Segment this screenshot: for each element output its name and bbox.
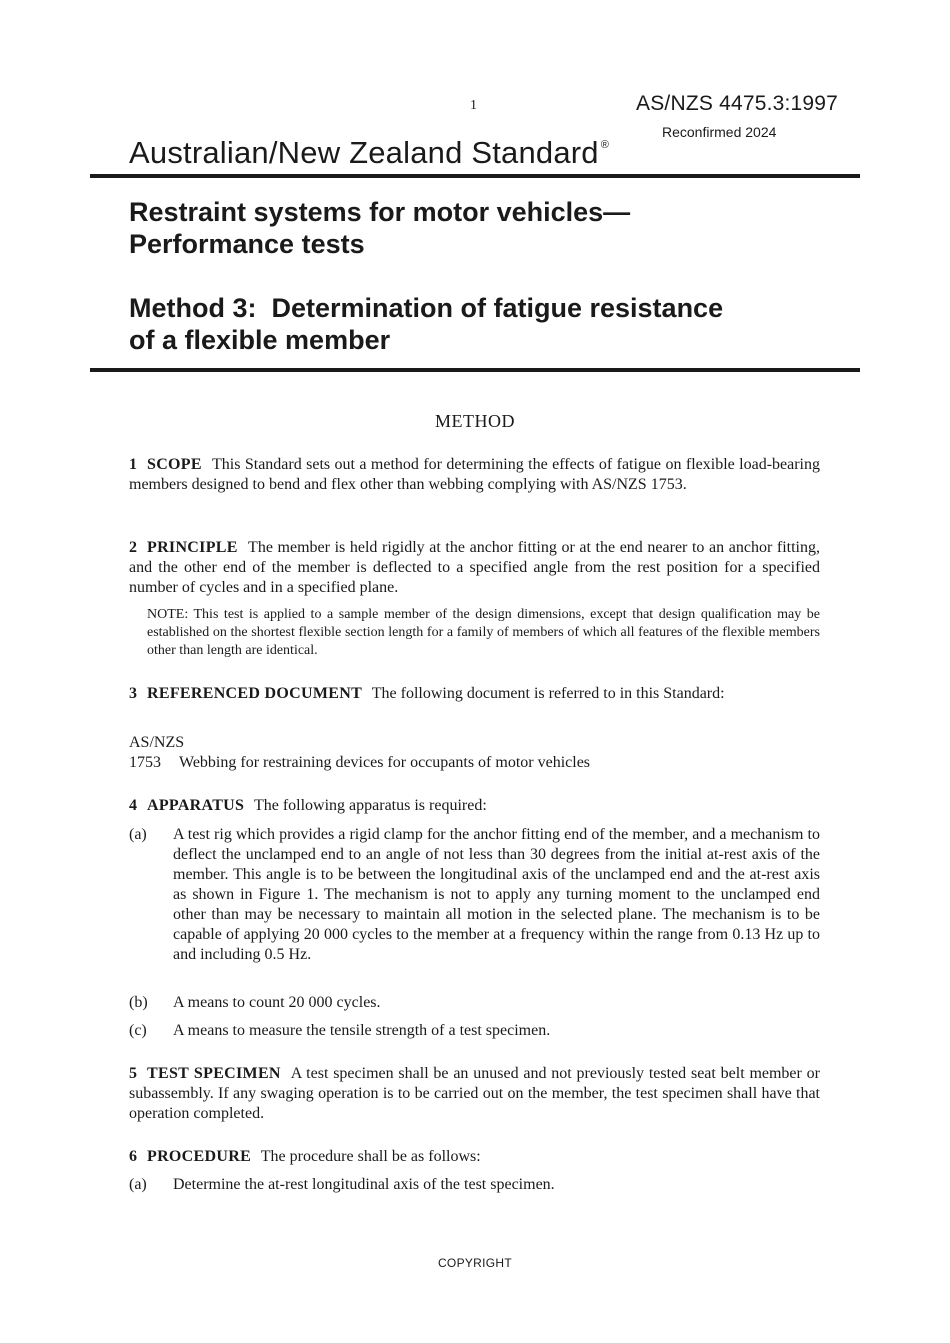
footer-copyright: COPYRIGHT — [437, 1256, 513, 1270]
section-heading: PRINCIPLE — [147, 539, 238, 556]
method-title — [129, 292, 723, 356]
section-text: This Standard sets out a method for determining the effects of fatigue on flexible load-bearing members designed to bend and flex other than webbing complying with AS/NZS 1753. — [129, 456, 821, 493]
standard-title — [129, 135, 609, 171]
section-number: 3 — [129, 685, 137, 702]
section-number: 2 — [129, 539, 137, 556]
section-scope — [129, 455, 820, 495]
section-specimen — [129, 1064, 820, 1124]
method-title-line2: of a flexible member — [129, 325, 391, 355]
section-procedure — [129, 1147, 820, 1167]
main-title — [129, 196, 630, 260]
section-text: The procedure shall be as follows: — [260, 1148, 481, 1165]
list-item — [129, 1021, 820, 1041]
list-item-label: (c) — [129, 1022, 147, 1039]
reference-prefix: AS/NZS — [129, 734, 185, 751]
section-number: 5 — [129, 1065, 137, 1082]
section-heading: PROCEDURE — [147, 1148, 252, 1165]
list-item-label: (a) — [129, 1176, 147, 1193]
list-item-text: A means to count 20 000 cycles. — [173, 994, 381, 1011]
reconfirmed-label: Reconfirmed 2024 — [662, 124, 777, 140]
list-item — [129, 825, 820, 965]
reference-code: 1753 — [129, 754, 161, 771]
main-title-line2: Performance tests — [129, 229, 365, 259]
list-item — [129, 993, 820, 1013]
section-text: The following apparatus is required: — [253, 797, 487, 814]
list-item-text: Determine the at-rest longitudinal axis of the test specimen. — [173, 1176, 555, 1193]
reference-entry — [129, 733, 590, 773]
section-text: A test specimen shall be an unused and not previously tested seat belt member or subassembly. If any swaging operation is to be carried out on the member, the test specimen shall have that operation completed. — [129, 1065, 820, 1122]
main-title-line1: Restraint systems for motor vehicles— — [129, 197, 631, 227]
section-number: 6 — [129, 1148, 137, 1165]
standard-title-text: Australian/New Zealand Standard — [129, 135, 599, 170]
principle-note: NOTE: This test is applied to a sample member of the design dimensions, except that design qualification may be established on the shortest flexible section length for a family of members of which all features of the flexible members other than length are identical. — [147, 607, 820, 658]
section-number: 4 — [129, 797, 137, 814]
list-item — [129, 1175, 820, 1195]
list-item-label: (b) — [129, 994, 148, 1011]
section-text: The member is held rigidly at the anchor fitting or at the end nearer to an anchor fitting, and the other end of the member is deflected to a specified angle from the rest position for a specified number of cycles and in a specified plane. — [129, 539, 820, 596]
section-number: 1 — [129, 456, 137, 473]
section-heading: SCOPE — [147, 456, 202, 473]
document-code: AS/NZS 4475.3:1997 — [636, 92, 839, 115]
section-text: The following document is referred to in this Standard: — [371, 685, 725, 702]
section-principle — [129, 538, 820, 598]
bottom-rule — [90, 368, 860, 372]
section-heading: TEST SPECIMEN — [147, 1065, 281, 1082]
list-item-text: A test rig which provides a rigid clamp for the anchor fitting end of the member, and a mechanism to deflect the unclamped end to an angle of not less than 30 degrees from the initial at-rest axis of the member. This angle is to be between the longitudinal axis of the unclamped end and the at-rest axis as shown in Figure 1. The mechanism is not to apply any turning moment to the unclamped end other than may be necessary to maintain all motion in the selected plane. The mechanism is to be capable of applying 20 000 cycles to the member at a frequency within the range from 0.13 Hz up to and including 0.5 Hz. — [173, 826, 820, 963]
section-heading: REFERENCED DOCUMENT — [147, 685, 363, 702]
top-rule — [90, 174, 860, 178]
reference-title: Webbing for restraining devices for occupants of motor vehicles — [179, 754, 591, 771]
list-item-label: (a) — [129, 826, 147, 843]
section-apparatus — [129, 796, 820, 816]
list-item-text: A means to measure the tensile strength of a test specimen. — [173, 1022, 551, 1039]
registered-mark: ® — [600, 139, 610, 151]
section-referenced — [129, 684, 820, 704]
method-label: METHOD — [435, 411, 515, 431]
method-title-line1: Method 3: Determination of fatigue resistance — [129, 293, 724, 323]
section-heading: APPARATUS — [147, 797, 245, 814]
page-number: 1 — [470, 98, 477, 113]
